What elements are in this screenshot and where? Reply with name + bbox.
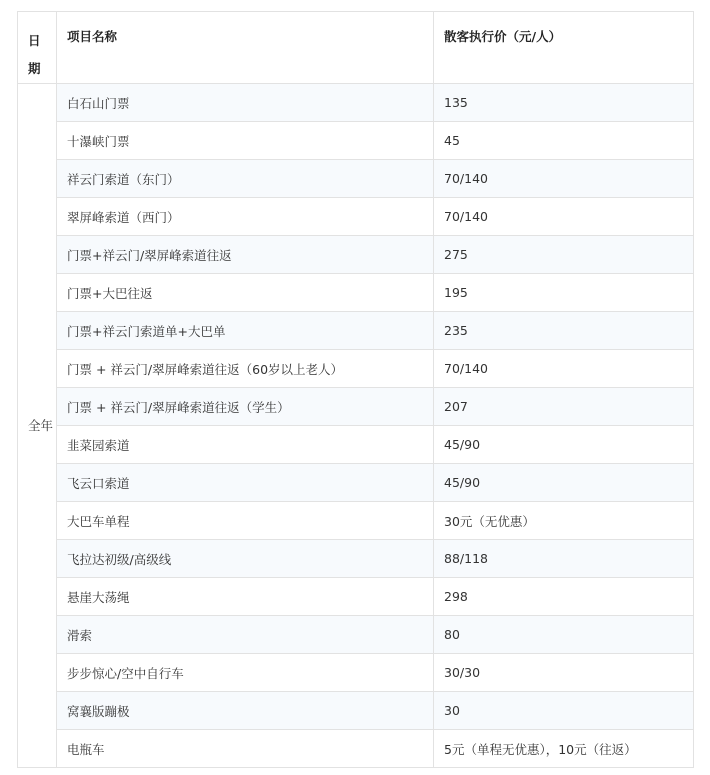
project-name-cell: 悬崖大荡绳 xyxy=(57,578,434,616)
project-name-cell: 门票+祥云门/翠屏峰索道往返 xyxy=(57,236,434,274)
price-cell: 298 xyxy=(434,578,694,616)
price-cell: 195 xyxy=(434,274,694,312)
price-cell: 70/140 xyxy=(434,350,694,388)
price-cell: 88/118 xyxy=(434,540,694,578)
price-cell: 30元（无优惠） xyxy=(434,502,694,540)
price-cell: 45/90 xyxy=(434,464,694,502)
table-row xyxy=(18,692,694,730)
price-cell: 5元（单程无优惠），10元（往返） xyxy=(434,730,694,768)
table-row xyxy=(18,426,694,464)
price-cell: 207 xyxy=(434,388,694,426)
price-cell: 235 xyxy=(434,312,694,350)
price-cell: 45/90 xyxy=(434,426,694,464)
price-cell: 30/30 xyxy=(434,654,694,692)
table-row xyxy=(18,350,694,388)
price-cell: 30 xyxy=(434,692,694,730)
table-row xyxy=(18,236,694,274)
project-name-cell: 门票 + 祥云门/翠屏峰索道往返（60岁以上老人） xyxy=(57,350,434,388)
project-name-cell: 飞拉达初级/高级线 xyxy=(57,540,434,578)
table-row xyxy=(18,464,694,502)
table-row xyxy=(18,122,694,160)
table-row xyxy=(18,160,694,198)
table-row xyxy=(18,730,694,768)
project-name-cell: 祥云门索道（东门） xyxy=(57,160,434,198)
header-row xyxy=(18,12,694,84)
table-row xyxy=(18,502,694,540)
project-name-cell: 十瀑峡门票 xyxy=(57,122,434,160)
period-cell: 全年 xyxy=(18,84,57,768)
price-cell: 135 xyxy=(434,84,694,122)
table-row xyxy=(18,616,694,654)
price-cell: 70/140 xyxy=(434,160,694,198)
table-row xyxy=(18,540,694,578)
project-name-cell: 韭菜园索道 xyxy=(57,426,434,464)
project-name-cell: 电瓶车 xyxy=(57,730,434,768)
project-name-cell: 大巴车单程 xyxy=(57,502,434,540)
table-row xyxy=(18,388,694,426)
project-name-cell: 门票+祥云门索道单+大巴单 xyxy=(57,312,434,350)
project-name-cell: 步步惊心/空中自行车 xyxy=(57,654,434,692)
table-row xyxy=(18,312,694,350)
project-name-cell: 滑索 xyxy=(57,616,434,654)
price-cell: 80 xyxy=(434,616,694,654)
project-name-cell: 窝襄版蹦极 xyxy=(57,692,434,730)
table-row xyxy=(18,578,694,616)
table-row xyxy=(18,198,694,236)
project-name-cell: 飞云口索道 xyxy=(57,464,434,502)
project-name-cell: 门票 + 祥云门/翠屏峰索道往返（学生） xyxy=(57,388,434,426)
table-row xyxy=(18,654,694,692)
project-name-cell: 门票+大巴往返 xyxy=(57,274,434,312)
header-project-name: 项目名称 xyxy=(57,12,434,84)
header-price: 散客执行价（元/人） xyxy=(434,12,694,84)
table-row xyxy=(18,84,694,122)
project-name-cell: 翠屏峰索道（西门） xyxy=(57,198,434,236)
table-body xyxy=(18,84,694,768)
price-table xyxy=(17,11,694,768)
header-date: 日期 xyxy=(18,12,57,84)
price-cell: 275 xyxy=(434,236,694,274)
price-cell: 45 xyxy=(434,122,694,160)
table-row xyxy=(18,274,694,312)
price-cell: 70/140 xyxy=(434,198,694,236)
project-name-cell: 白石山门票 xyxy=(57,84,434,122)
